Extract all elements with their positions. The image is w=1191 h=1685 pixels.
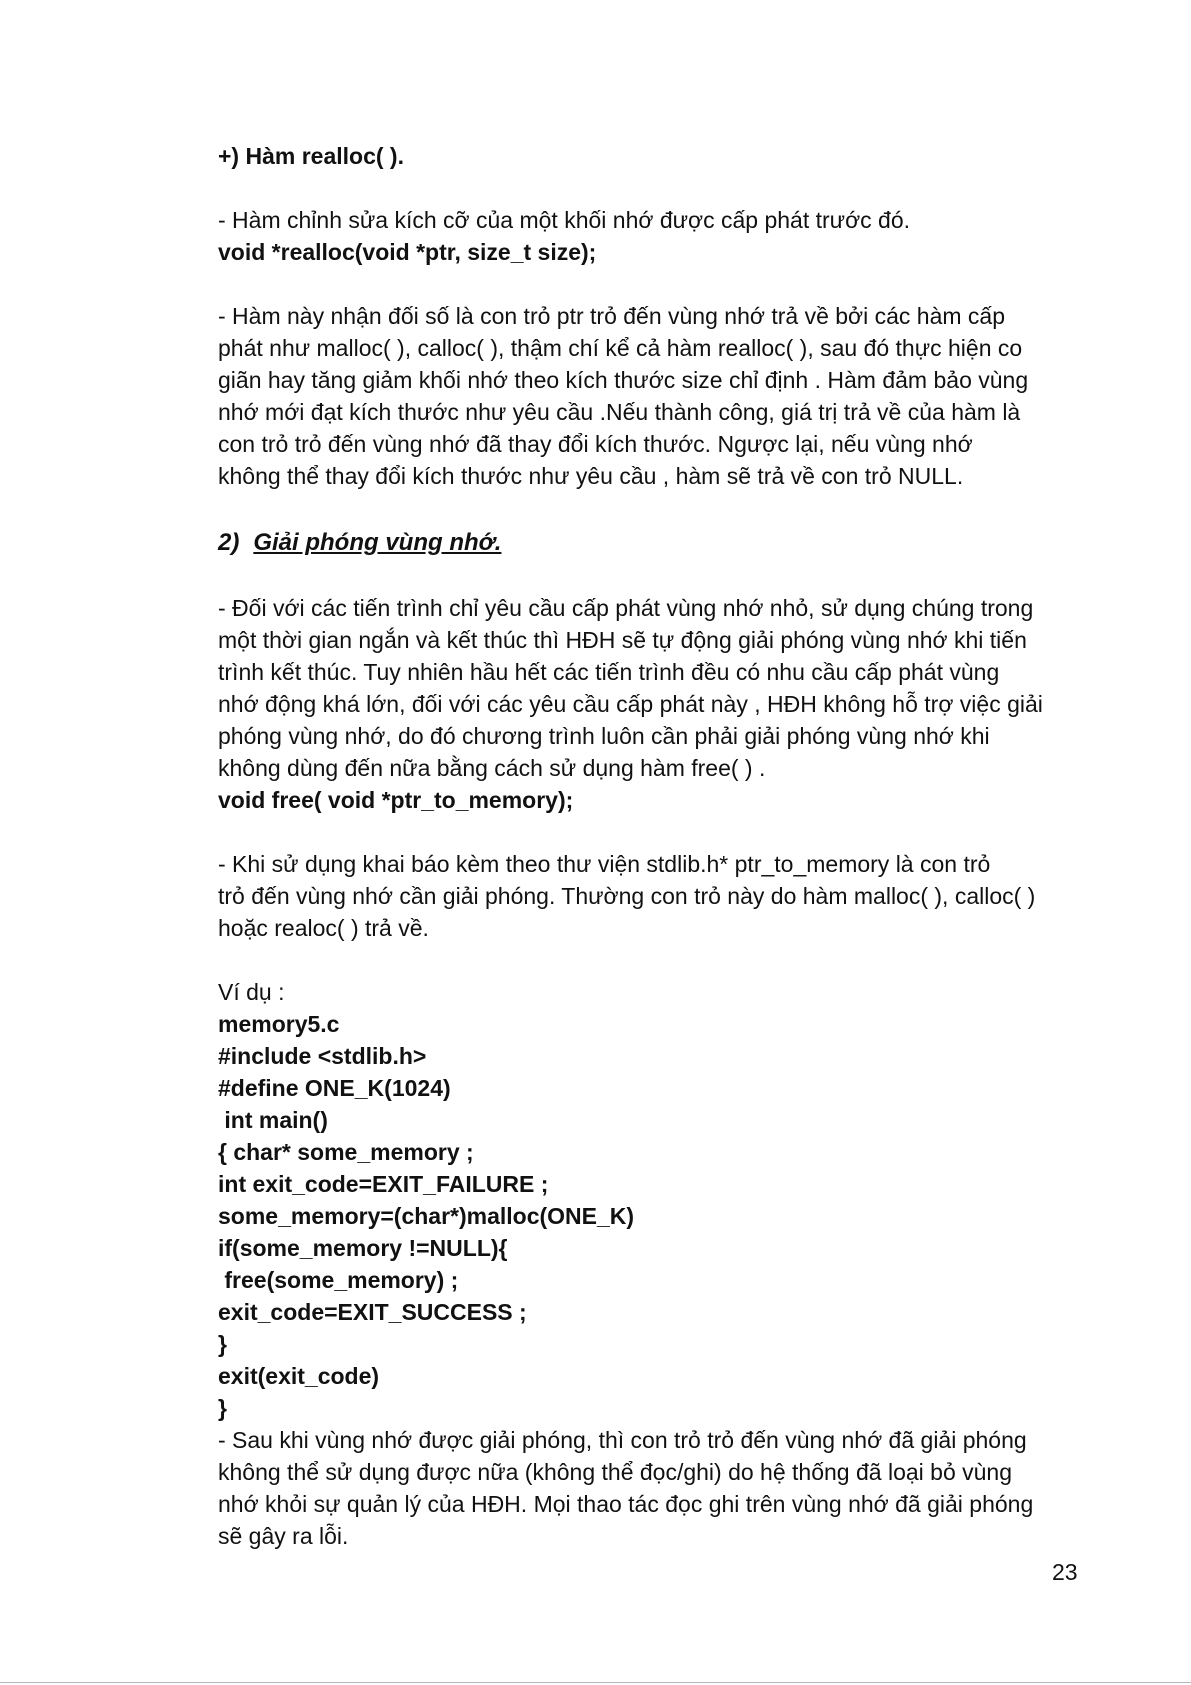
realloc-text-line: giãn hay tăng giảm khối nhớ theo kích thước size chỉ định . Hàm đảm bảo vùng bbox=[218, 367, 1029, 393]
spacer bbox=[218, 492, 1068, 524]
page-number: 23 bbox=[1052, 1559, 1078, 1585]
closing-line: nhớ khỏi sự quản lý của HĐH. Mọi thao tác đọc ghi trên vùng nhớ đã giải phóng bbox=[218, 1491, 1034, 1517]
example-label: Ví dụ : bbox=[218, 979, 285, 1005]
realloc-text-line: phát như malloc( ), calloc( ), thậm chí kể cả hàm realloc( ), sau đó thực hiện co bbox=[218, 335, 1023, 361]
code-line: { char* some_memory ; bbox=[218, 1139, 474, 1165]
code-line: } bbox=[218, 1395, 227, 1421]
realloc-text-line: không thể thay đổi kích thước như yêu cầu , hàm sẽ trả về con trỏ NULL. bbox=[218, 463, 964, 489]
spacer bbox=[218, 268, 1068, 300]
realloc-signature: void *realloc(void *ptr, size_t size); bbox=[218, 239, 597, 265]
free-usage-line: trỏ đến vùng nhớ cần giải phóng. Thường con trỏ này do hàm malloc( ), calloc( ) bbox=[218, 883, 1036, 909]
realloc-text-line: nhớ mới đạt kích thước như yêu cầu .Nếu thành công, giá trị trả về của hàm là bbox=[218, 399, 1021, 425]
code-line: memory5.c bbox=[218, 1011, 340, 1037]
spacer bbox=[218, 172, 1068, 204]
code-line: #define ONE_K(1024) bbox=[218, 1075, 451, 1101]
free-intro-line: - Đối với các tiến trình chỉ yêu cầu cấp phát vùng nhớ nhỏ, sử dụng chúng trong bbox=[218, 595, 1034, 621]
page-content bbox=[218, 140, 1068, 1552]
free-intro-line: nhớ động khá lớn, đối với các yêu cầu cấp phát này , HĐH không hỗ trợ việc giải bbox=[218, 691, 1043, 717]
free-intro-line: phóng vùng nhớ, do đó chương trình luôn cần phải giải phóng vùng nhớ khi bbox=[218, 723, 990, 749]
code-line: #include <stdlib.h> bbox=[218, 1043, 427, 1069]
closing-line: sẽ gây ra lỗi. bbox=[218, 1523, 349, 1549]
free-signature: void free( void *ptr_to_memory); bbox=[218, 787, 574, 813]
free-usage bbox=[218, 848, 1068, 944]
bottom-divider bbox=[0, 1682, 1191, 1683]
realloc-text-line: con trỏ trỏ đến vùng nhớ đã thay đổi kích thước. Ngược lại, nếu vùng nhớ bbox=[218, 431, 973, 457]
code-line: some_memory=(char*)malloc(ONE_K) bbox=[218, 1203, 635, 1229]
free-usage-line: - Khi sử dụng khai báo kèm theo thư viện stdlib.h* ptr_to_memory là con trỏ bbox=[218, 851, 991, 877]
spacer bbox=[218, 560, 1068, 592]
realloc-explanation bbox=[218, 300, 1068, 492]
code-example bbox=[218, 1008, 1068, 1424]
code-line: exit_code=EXIT_SUCCESS ; bbox=[218, 1299, 527, 1325]
section-number: 2) bbox=[218, 529, 240, 556]
code-line: if(some_memory !=NULL){ bbox=[218, 1235, 508, 1261]
free-usage-line: hoặc realoc( ) trả về. bbox=[218, 915, 429, 941]
realloc-text-line: - Hàm này nhận đối số là con trỏ ptr trỏ đến vùng nhớ trả về bởi các hàm cấp bbox=[218, 303, 1006, 329]
code-line: int exit_code=EXIT_FAILURE ; bbox=[218, 1171, 549, 1197]
section-title: Giải phóng vùng nhớ. bbox=[253, 529, 502, 556]
realloc-heading: +) Hàm realloc( ). bbox=[218, 143, 404, 169]
spacer bbox=[218, 944, 1068, 976]
free-intro bbox=[218, 592, 1068, 784]
section-heading-free-memory bbox=[218, 526, 1068, 560]
code-line: exit(exit_code) bbox=[218, 1363, 380, 1389]
closing-line: không thể sử dụng được nữa (không thể đọc/ghi) do hệ thống đã loại bỏ vùng bbox=[218, 1459, 1012, 1485]
free-intro-line: một thời gian ngắn và kết thúc thì HĐH sẽ tự động giải phóng vùng nhớ khi tiến bbox=[218, 627, 1027, 653]
code-line: free(some_memory) ; bbox=[218, 1267, 459, 1293]
free-closing bbox=[218, 1424, 1068, 1552]
realloc-description: - Hàm chỉnh sửa kích cỡ của một khối nhớ được cấp phát trước đó. bbox=[218, 207, 911, 233]
code-line: int main() bbox=[218, 1107, 328, 1133]
closing-line: - Sau khi vùng nhớ được giải phóng, thì con trỏ trỏ đến vùng nhớ đã giải phóng bbox=[218, 1427, 1027, 1453]
free-intro-line: trình kết thúc. Tuy nhiên hầu hết các tiến trình đều có nhu cầu cấp phát vùng bbox=[218, 659, 1000, 685]
spacer bbox=[218, 816, 1068, 848]
free-intro-line: không dùng đến nữa bằng cách sử dụng hàm free( ) . bbox=[218, 755, 766, 781]
code-line: } bbox=[218, 1331, 227, 1357]
